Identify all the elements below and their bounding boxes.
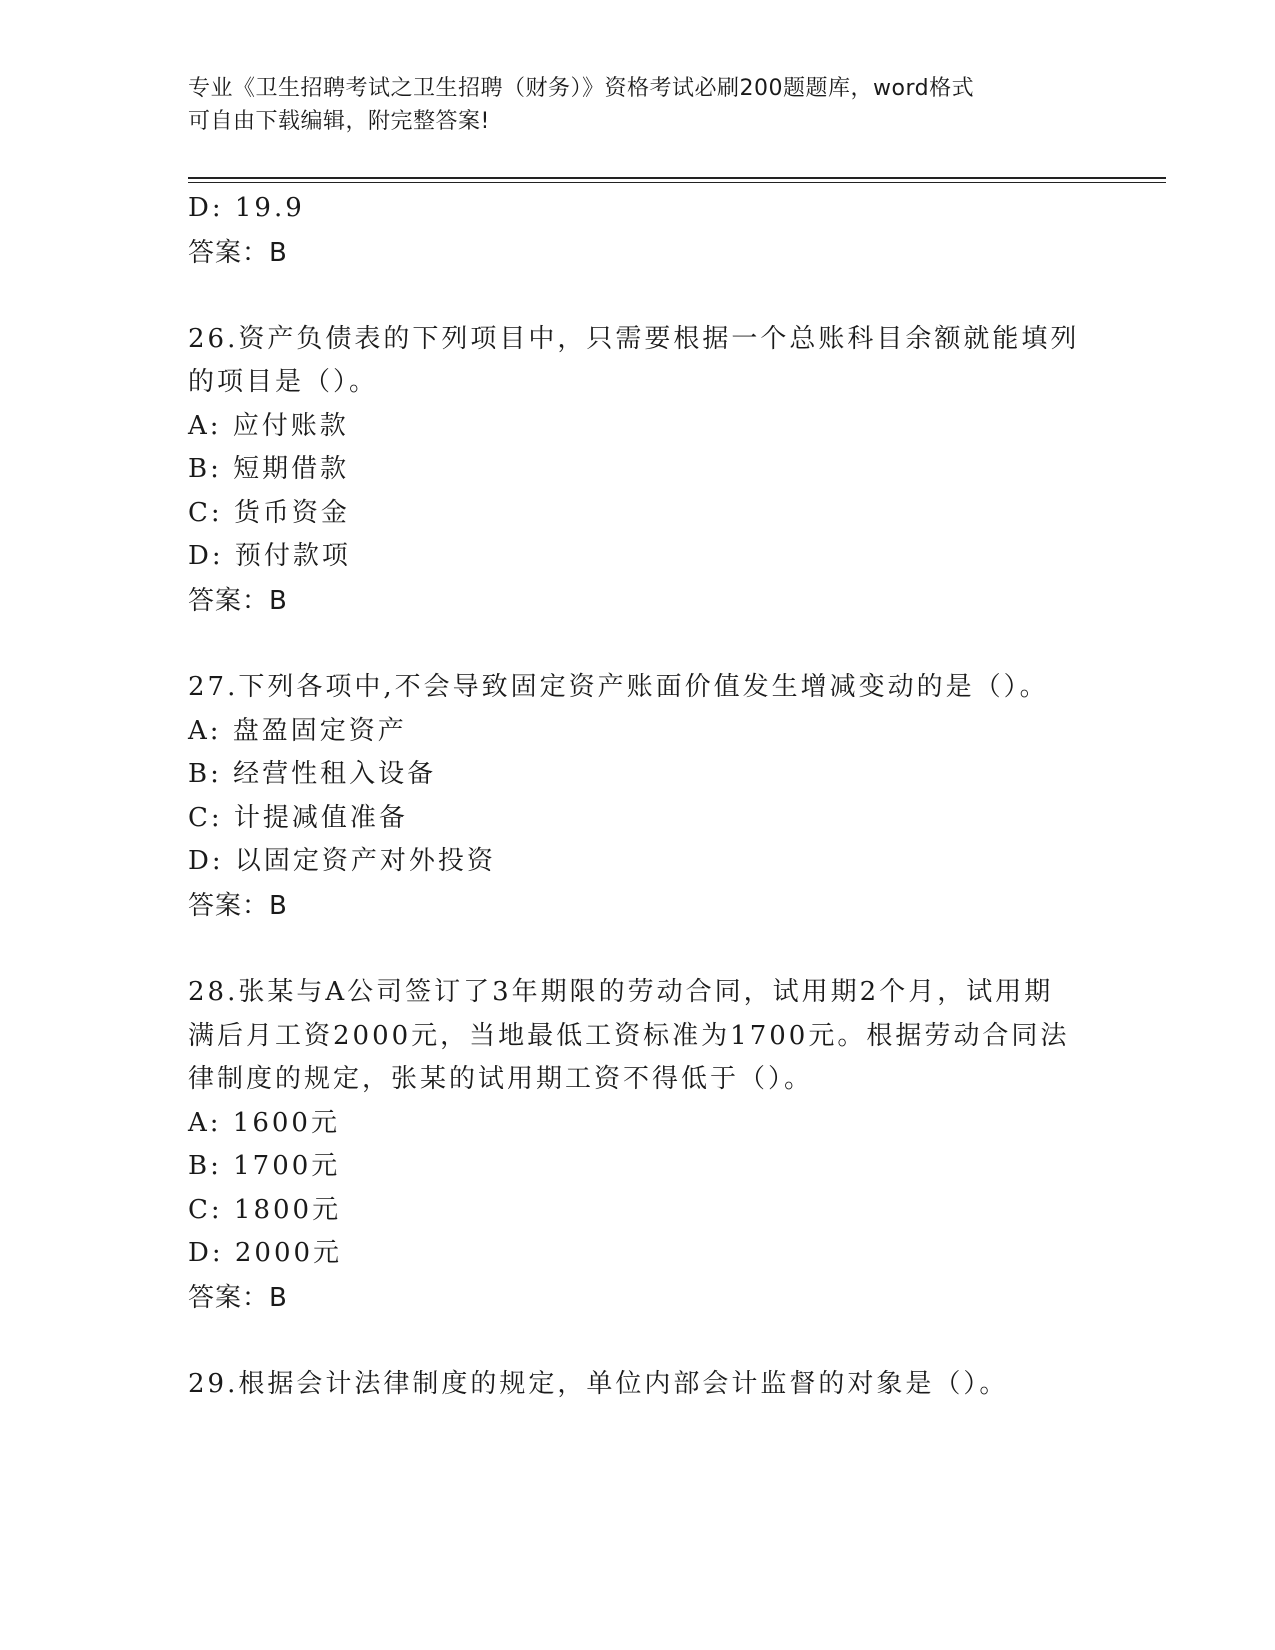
q27-option-a: A: 盘盈固定资产	[188, 716, 407, 746]
document-header	[188, 72, 1088, 138]
q28-option-d: D: 2000元	[188, 1238, 343, 1268]
q26-option-b: B: 短期借款	[188, 454, 350, 484]
q26-stem-line-1: 26.资产负债表的下列项目中，只需要根据一个总账科目余额就能填列	[188, 324, 1080, 354]
header-title-line-1: 专业《卫生招聘考试之卫生招聘（财务）》资格考试必刷200题题库，word格式	[188, 76, 975, 101]
q28-option-a: A: 1600元	[188, 1108, 340, 1138]
q26-option-c: C: 货币资金	[188, 498, 350, 528]
q28-option-c: C: 1800元	[188, 1195, 342, 1225]
header-title-line-2: 可自由下载编辑，附完整答案!	[188, 109, 490, 134]
q27-option-c: C: 计提减值准备	[188, 803, 408, 833]
q28-option-b: B: 1700元	[188, 1151, 341, 1181]
prev-option-d: D: 19.9	[188, 193, 305, 223]
q28-stem-line-1: 28.张某与A公司签订了3年期限的劳动合同，试用期2个月，试用期	[188, 977, 1054, 1007]
q26-option-a: A: 应付账款	[188, 411, 349, 441]
q29-stem-line-1: 29.根据会计法律制度的规定，单位内部会计监督的对象是（）。	[188, 1369, 1009, 1399]
q26-option-d: D: 预付款项	[188, 541, 351, 571]
q27-option-d: D: 以固定资产对外投资	[188, 846, 496, 876]
q27-answer: 答案：B	[188, 891, 288, 921]
q27-stem-line-1: 27.下列各项中,不会导致固定资产账面价值发生增减变动的是（）。	[188, 672, 1049, 702]
prev-answer: 答案：B	[188, 238, 288, 268]
header-divider-thick	[188, 177, 1166, 179]
q28-stem-line-2: 满后月工资2000元，当地最低工资标准为1700元。根据劳动合同法	[188, 1021, 1070, 1051]
q26-stem-line-2: 的项目是（）。	[188, 367, 379, 397]
header-divider-thin	[188, 182, 1166, 183]
q26-answer: 答案：B	[188, 586, 288, 616]
q28-stem-line-3: 律制度的规定，张某的试用期工资不得低于（）。	[188, 1064, 814, 1094]
q27-option-b: B: 经营性租入设备	[188, 759, 437, 789]
q28-answer: 答案：B	[188, 1283, 288, 1313]
